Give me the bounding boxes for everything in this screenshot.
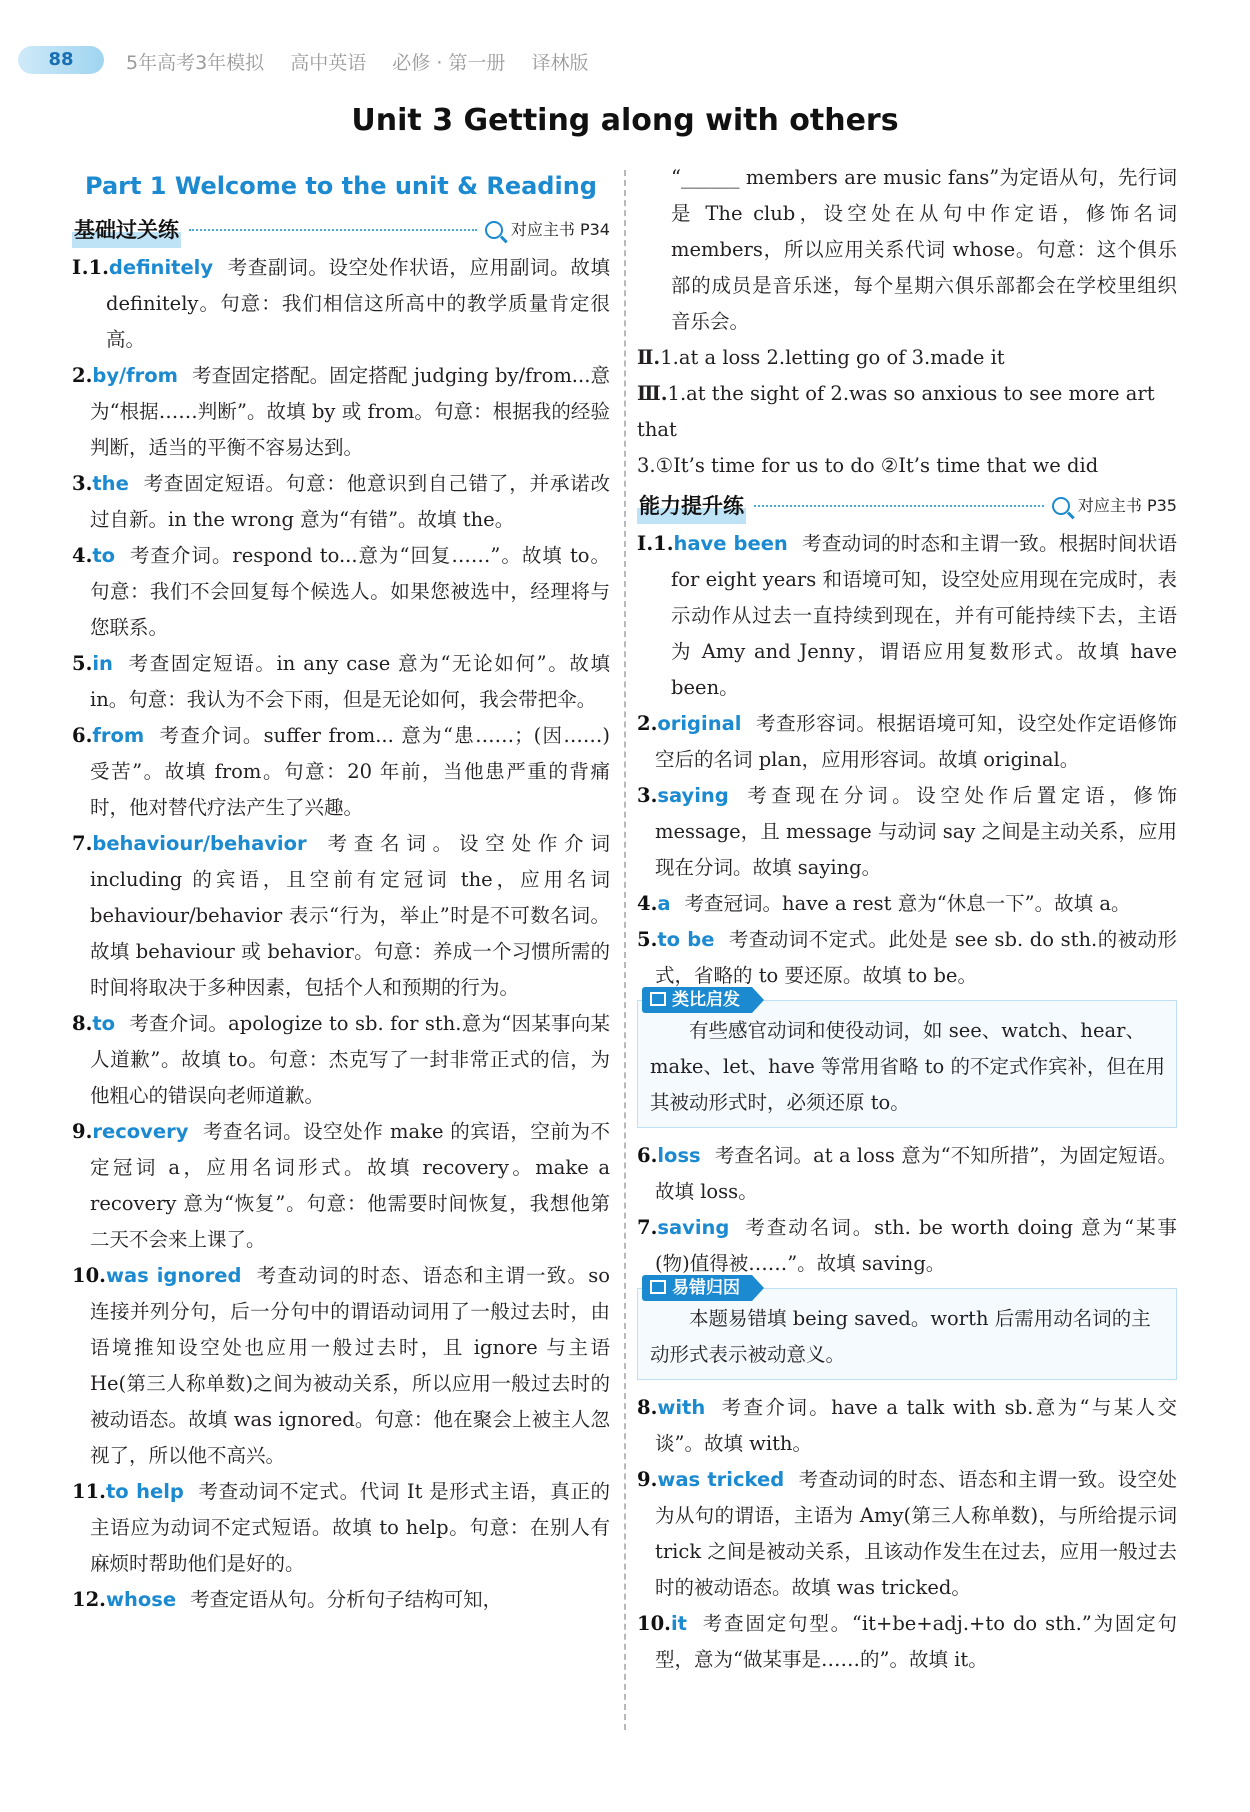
answer-key: was ignored: [105, 1264, 242, 1287]
answer-explanation: 考查介词。suffer from... 意为“患……；(因……)受苦”。故填 from。句意：20 年前，当他患严重的背痛时，他对替代疗法产生了兴趣。: [90, 724, 610, 819]
answer-number: Ⅰ.1.: [637, 532, 674, 555]
column-divider: [624, 170, 626, 1730]
answer-number: 8.: [637, 1396, 658, 1419]
answer-number: 2.: [637, 712, 658, 735]
answer-explanation: 考查名词。设空处作 make 的宾语，空前为不定冠词 a，应用名词形式。故填 recovery。make a recovery 意为“恢复”。句意：他需要时间恢复，我想他第二天不会来上课了。: [90, 1120, 610, 1251]
tip-text-analogy: 有些感官动词和使役动词，如 see、watch、hear、make、let、have 等常用省略 to 的不定式作宾补，但在用其被动形式时，必须还原 to。: [650, 1019, 1165, 1114]
roman-text: 1.at the sight of 2.was so anxious to see more art that: [637, 382, 1155, 441]
roman-line: [637, 340, 1177, 376]
tip-tag-error: [642, 1275, 752, 1301]
tip-text-error: 本题易错填 being saved。worth 后需用动名词的主动形式表示被动意义。: [650, 1307, 1151, 1366]
answer-item: [637, 1390, 1177, 1462]
section-ability-ref: [1052, 488, 1177, 524]
section-basic-title: 基础过关练: [72, 212, 181, 248]
tip-tag-analogy: [642, 987, 752, 1013]
answer-item: [72, 1258, 610, 1474]
answer-explanation: 考查现在分词。设空处作后置定语，修饰 message，且 message 与动词 say 之间是主动关系，应用现在分词。故填 saying。: [655, 784, 1177, 879]
answer-key: in: [92, 652, 113, 675]
answer-key: by/from: [92, 364, 178, 387]
answer-item: [72, 1582, 610, 1618]
section-ability-header: [637, 486, 1177, 526]
answer-number: 11.: [72, 1480, 106, 1503]
series-title: 5年高考3年模拟: [126, 52, 265, 74]
roman-number: Ⅲ.: [637, 382, 668, 405]
left-answer-list: [72, 250, 610, 1618]
answer-explanation: 考查固定句型。“it+be+adj.+to do sth.”为固定句型，意为“做某事是……的”。故填 it。: [655, 1612, 1177, 1671]
section-ability-title: 能力提升练: [637, 488, 746, 524]
part-title: Part 1 Welcome to the unit & Reading: [85, 172, 597, 200]
answer-number: 12.: [72, 1588, 106, 1611]
answer-number: 10.: [72, 1264, 106, 1287]
answer-key: the: [92, 472, 129, 495]
tip-box-analogy: [637, 990, 1177, 1128]
series-subject: 高中英语: [290, 52, 367, 74]
series-edition: 译林版: [531, 52, 589, 74]
answer-item: [637, 706, 1177, 778]
answer-explanation: 考查副词。设空处作状语，应用副词。故填 definitely。句意：我们相信这所高中的教学质量肯定很高。: [106, 256, 610, 351]
answer-item: [637, 922, 1177, 994]
answer-item: [72, 1114, 610, 1258]
answer-explanation: 考查动词的时态、语态和主谓一致。so 连接并列分句，后一分句中的谓语动词用了一般过去时，由语境推知设空处也应用一般过去时，且 ignore 与主语 He(第三人称单数)之间为被动关系，所以应用一般过去时的被动语态。故填 was ignored。句意：他在聚会上被主人忽视了，所以他不高兴。: [90, 1264, 610, 1467]
answer-item: [72, 358, 610, 466]
search-icon: [1052, 497, 1070, 515]
answer-explanation: 考查介词。respond to...意为“回复……”。故填 to。句意：我们不会回复每个候选人。如果您被选中，经理将与您联系。: [90, 544, 610, 639]
answer-item: [637, 1138, 1177, 1210]
answer-number: 9.: [72, 1120, 93, 1143]
answer-key: loss: [657, 1144, 701, 1167]
book-icon: [650, 1280, 666, 1294]
answer-key: definitely: [108, 256, 214, 279]
answer-item: [637, 526, 1177, 706]
right-answer-list-a: [637, 526, 1177, 994]
answer-explanation: 考查动词不定式。代词 It 是形式主语，真正的主语应为动词不定式短语。故填 to help。句意：在别人有麻烦时帮助他们是好的。: [90, 1480, 611, 1575]
answer-item: [72, 826, 610, 1006]
answer-number: 6.: [637, 1144, 658, 1167]
answer-number: 5.: [637, 928, 658, 951]
answer-explanation: 考查动词的时态、语态和主谓一致。设空处为从句的谓语，主语为 Amy(第三人称单数)，与所给提示词 trick 之间是被动关系，且该动作发生在过去，应用一般过去时的被动语态。故填 was tricked。: [655, 1468, 1177, 1599]
answer-item: [72, 718, 610, 826]
answer-number: 7.: [637, 1216, 658, 1239]
answer-item: [637, 1462, 1177, 1606]
answer-item: [72, 250, 610, 358]
answer-explanation: 考查冠词。have a rest 意为“休息一下”。故填 a。: [684, 892, 1131, 915]
answer-key: from: [92, 724, 145, 747]
answer-key: with: [657, 1396, 706, 1419]
answer-key: saying: [657, 784, 729, 807]
answer-key: it: [670, 1612, 687, 1635]
roman-line: [637, 376, 1177, 448]
roman-answer-lines: [637, 340, 1177, 484]
tip-box-error: [637, 1278, 1177, 1380]
right-answer-list-c: [637, 1390, 1177, 1678]
left-column: [72, 160, 610, 1618]
answer-explanation: 考查形容词。根据语境可知，设空处作定语修饰空后的名词 plan，应用形容词。故填 original。: [655, 712, 1177, 771]
answer-item: [637, 778, 1177, 886]
answer-key: a: [657, 892, 671, 915]
dotted-line: [189, 229, 477, 231]
section-basic-ref: [485, 212, 610, 248]
answer-key: to: [92, 544, 116, 567]
answer-number: 5.: [72, 652, 93, 675]
answer-explanation: 考查定语从句。分析句子结构可知，: [190, 1588, 503, 1611]
section-basic-ref-text: 对应主书 P34: [510, 220, 610, 239]
answer-item: [72, 538, 610, 646]
answer-key: have been: [673, 532, 788, 555]
answer-number: 2.: [72, 364, 93, 387]
answer-item: [72, 646, 610, 718]
answer-number: 4.: [72, 544, 93, 567]
answer-number: 6.: [72, 724, 93, 747]
series-volume: 必修 · 第一册: [392, 52, 506, 74]
answer-key: to help: [105, 1480, 184, 1503]
answer-key: behaviour/behavior: [92, 832, 307, 855]
answer-item: [637, 1606, 1177, 1678]
answer-item: [72, 1006, 610, 1114]
tip-tag-text: 类比启发: [672, 990, 740, 1010]
answer-number: 4.: [637, 892, 658, 915]
section-basic-header: [72, 210, 610, 250]
answer-explanation: 考查动名词。sth. be worth doing 意为“某事(物)值得被……”。故填 saving。: [655, 1216, 1177, 1275]
dotted-line: [754, 505, 1044, 507]
answer-explanation: 考查动词不定式。此处是 see sb. do sth.的被动形式，省略的 to 要还原。故填 to be。: [655, 928, 1177, 987]
right-column: [637, 160, 1177, 1678]
answer-explanation: 考查介词。have a talk with sb.意为“与某人交谈”。故填 with。: [655, 1396, 1177, 1455]
section-ability-ref-text: 对应主书 P35: [1077, 496, 1177, 515]
roman-number: Ⅱ.: [637, 346, 661, 369]
answer-number: 3.: [72, 472, 93, 495]
answer-number: 9.: [637, 1468, 658, 1491]
answer-key: was tricked: [657, 1468, 785, 1491]
answer-explanation: 考查介词。apologize to sb. for sth.意为“因某事向某人道歉”。故填 to。句意：杰克写了一封非常正式的信，为他粗心的错误向老师道歉。: [90, 1012, 610, 1107]
answer-item: [637, 1210, 1177, 1282]
unit-title: Unit 3 Getting along with others: [351, 103, 899, 138]
search-icon: [485, 221, 503, 239]
answer-number: 8.: [72, 1012, 93, 1035]
answer-explanation: 考查固定短语。句意：他意识到自己错了，并承诺改过自新。in the wrong 意为“有错”。故填 the。: [90, 472, 610, 531]
page-number: 88: [18, 46, 104, 74]
answer-item: [637, 886, 1177, 922]
answer-number: 10.: [637, 1612, 671, 1635]
answer-number: 7.: [72, 832, 93, 855]
page-header: [18, 42, 1230, 80]
answer-explanation: 考查固定短语。in any case 意为“无论如何”。故填 in。句意：我认为不会下雨，但是无论如何，我会带把伞。: [90, 652, 610, 711]
answer-explanation: 考查动词的时态和主谓一致。根据时间状语 for eight years 和语境可知，设空处应用现在完成时，表示动作从过去一直持续到现在，并有可能持续下去，主语为 Amy and Jenny，谓语应用复数形式。故填 have been。: [671, 532, 1177, 699]
answer-item: [72, 466, 610, 538]
answer-key: saving: [657, 1216, 730, 1239]
answer-key: to be: [657, 928, 715, 951]
answer-key: to: [92, 1012, 116, 1035]
right-answer-list-b: [637, 1138, 1177, 1282]
answer-explanation: 考查名词。at a loss 意为“不知所措”，为固定短语。故填 loss。: [655, 1144, 1177, 1203]
answer-item: [72, 1474, 610, 1582]
answer-key: original: [657, 712, 742, 735]
answer-number: Ⅰ.1.: [72, 256, 109, 279]
answer-explanation: 考查名词。设空处作介词 including 的宾语，且空前有定冠词 the，应用名词 behaviour/behavior 表示“行为，举止”时是不可数名词。故填 behaviour 或 behavior。句意：养成一个习惯所需的时间将取决于多种因素，包括个人和预期的行为。: [90, 832, 610, 999]
roman-text: 1.at a loss 2.letting go of 3.made it: [660, 346, 1005, 369]
book-icon: [650, 992, 666, 1006]
roman-line: [637, 448, 1177, 484]
answer-key: recovery: [92, 1120, 189, 1143]
answer-explanation: 考查固定搭配。固定搭配 judging by/from...意为“根据……判断”。故填 by 或 from。句意：根据我的经验判断，适当的平衡不容易达到。: [90, 364, 610, 459]
answer-key: whose: [105, 1588, 177, 1611]
tip-tag-text: 易错归因: [672, 1278, 740, 1298]
book-series: [126, 48, 608, 75]
continued-answer-12: “______ members are music fans”为定语从句，先行词是 The club，设空处在从句中作定语，修饰名词 members，所以应用关系代词 whose。句意：这个俱乐部的成员是音乐迷，每个星期六俱乐部都会在学校里组织音乐会。: [671, 166, 1177, 333]
roman-text: 3.①It’s time for us to do ②It’s time that we did: [637, 454, 1099, 477]
answer-number: 3.: [637, 784, 658, 807]
